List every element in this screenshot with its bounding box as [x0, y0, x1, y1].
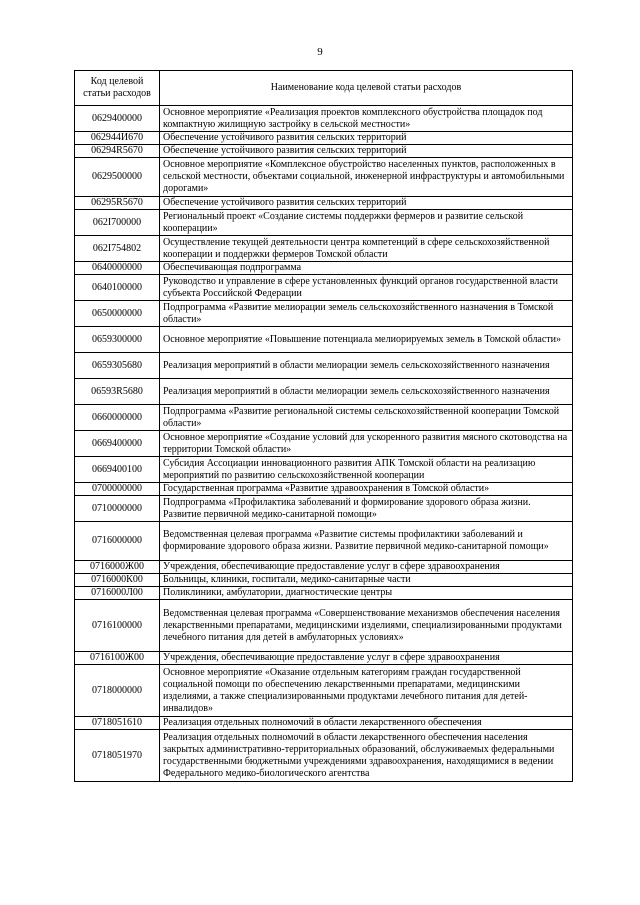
row-name: Государственная программа «Развитие здравоохранения в Томской области»	[160, 483, 573, 496]
row-code: 0716000000	[75, 522, 160, 561]
row-name: Ведомственная целевая программа «Совершенствование механизмов обеспечения населения лекарственными препаратами, медицинскими изделиями, специализированными продуктами лечебного питания для детей в амбулаторных условиях»	[160, 600, 573, 652]
row-code: 06294R5670	[75, 145, 160, 158]
table-row	[75, 431, 573, 457]
table-row	[75, 496, 573, 522]
row-name: Руководство и управление в сфере установленных функций органов государственной власти субъекта Российской Федерации	[160, 275, 573, 301]
row-name: Реализация мероприятий в области мелиорации земель сельскохозяйственного назначения	[160, 379, 573, 405]
row-name: Обеспечение устойчивого развития сельских территорий	[160, 197, 573, 210]
row-code: 0716000К00	[75, 574, 160, 587]
table-row	[75, 275, 573, 301]
row-name: Учреждения, обеспечивающие предоставление услуг в сфере здравоохранения	[160, 652, 573, 665]
row-code: 06593R5680	[75, 379, 160, 405]
table-header-row	[75, 71, 573, 106]
row-code: 0718051610	[75, 717, 160, 730]
row-code: 0700000000	[75, 483, 160, 496]
table-row	[75, 405, 573, 431]
row-name: Ведомственная целевая программа «Развитие системы профилактики заболеваний и формирование здорового образа жизни. Развитие первичной медико-санитарной помощи»	[160, 522, 573, 561]
table-row	[75, 132, 573, 145]
row-name: Региональный проект «Создание системы поддержки фермеров и развитие сельской кооперации»	[160, 210, 573, 236]
table-row	[75, 730, 573, 782]
row-code: 062I754802	[75, 236, 160, 262]
row-code: 0629400000	[75, 106, 160, 132]
row-code: 06295R5670	[75, 197, 160, 210]
table-row	[75, 717, 573, 730]
row-code: 0718000000	[75, 665, 160, 717]
row-code: 0716000Л00	[75, 587, 160, 600]
row-code: 0669400000	[75, 431, 160, 457]
table-row	[75, 210, 573, 236]
row-name: Подпрограмма «Развитие региональной системы сельскохозяйственной кооперации Томской области»	[160, 405, 573, 431]
row-code: 0640100000	[75, 275, 160, 301]
row-name: Основное мероприятие «Реализация проектов комплексного обустройства площадок под компактную жилищную застройку в сельской местности»	[160, 106, 573, 132]
row-name: Субсидия Ассоциации инновационного развития АПК Томской области на реализацию мероприятий по развитию сельскохозяйственной кооперации	[160, 457, 573, 483]
row-name: Основное мероприятие «Оказание отдельным категориям граждан государственной социальной помощи по обеспечению лекарственными препаратами, медицинскими изделиями, а также специализированными продуктами лечебного питания для детей-инвалидов»	[160, 665, 573, 717]
row-name: Учреждения, обеспечивающие предоставление услуг в сфере здравоохранения	[160, 561, 573, 574]
row-name: Осуществление текущей деятельности центра компетенций в сфере сельскохозяйственной кооперации и поддержки фермеров Томской области	[160, 236, 573, 262]
row-code: 0716000Ж00	[75, 561, 160, 574]
row-name: Больницы, клиники, госпитали, медико-санитарные части	[160, 574, 573, 587]
table-row	[75, 483, 573, 496]
row-code: 0716100Ж00	[75, 652, 160, 665]
table-row	[75, 197, 573, 210]
table-row	[75, 652, 573, 665]
row-code: 0629500000	[75, 158, 160, 197]
row-name: Обеспечивающая подпрограмма	[160, 262, 573, 275]
row-code: 062I700000	[75, 210, 160, 236]
row-code: 0718051970	[75, 730, 160, 782]
table-row	[75, 587, 573, 600]
row-name: Подпрограмма «Профилактика заболеваний и формирование здорового образа жизни. Развитие первичной медико-санитарной помощи»	[160, 496, 573, 522]
table-row	[75, 561, 573, 574]
budget-codes-table	[74, 70, 573, 782]
row-code: 0659300000	[75, 327, 160, 353]
row-name: Обеспечение устойчивого развития сельских территорий	[160, 145, 573, 158]
table-row	[75, 106, 573, 132]
row-code: 0659305680	[75, 353, 160, 379]
row-name: Основное мероприятие «Создание условий для ускоренного развития мясного скотоводства на территории Томской области»	[160, 431, 573, 457]
row-name: Реализация мероприятий в области мелиорации земель сельскохозяйственного назначения	[160, 353, 573, 379]
row-name: Подпрограмма «Развитие мелиорации земель сельскохозяйственного назначения в Томской области»	[160, 301, 573, 327]
row-code: 0640000000	[75, 262, 160, 275]
table-row	[75, 327, 573, 353]
table-row	[75, 301, 573, 327]
table-row	[75, 457, 573, 483]
header-code: Код целевой статьи расходов	[75, 71, 160, 106]
header-name: Наименование кода целевой статьи расходов	[160, 71, 573, 106]
table-row	[75, 236, 573, 262]
row-code: 0660000000	[75, 405, 160, 431]
table-row	[75, 262, 573, 275]
row-code: 0669400100	[75, 457, 160, 483]
table-row	[75, 522, 573, 561]
row-name: Основное мероприятие «Комплексное обустройство населенных пунктов, расположенных в сельской местности, объектами социальной, инженерной инфраструктуры и автомобильными дорогами»	[160, 158, 573, 197]
row-code: 062944И670	[75, 132, 160, 145]
row-name: Реализация отдельных полномочий в области лекарственного обеспечения	[160, 717, 573, 730]
row-name: Обеспечение устойчивого развития сельских территорий	[160, 132, 573, 145]
page-number: 9	[317, 46, 323, 58]
table-row	[75, 379, 573, 405]
table-row	[75, 158, 573, 197]
table-row	[75, 145, 573, 158]
row-code: 0716100000	[75, 600, 160, 652]
table-row	[75, 600, 573, 652]
table-row	[75, 574, 573, 587]
table-row	[75, 353, 573, 379]
row-code: 0650000000	[75, 301, 160, 327]
table-row	[75, 665, 573, 717]
row-name: Реализация отдельных полномочий в области лекарственного обеспечения населения закрытых административно-территориальных образований, обслуживаемых федеральными государственными бюджетными учреждениями здравоохранения, находящимися в ведении Федерального медико-биологического агентства	[160, 730, 573, 782]
row-name: Поликлиники, амбулатории, диагностические центры	[160, 587, 573, 600]
row-code: 0710000000	[75, 496, 160, 522]
row-name: Основное мероприятие «Повышение потенциала мелиорируемых земель в Томской области»	[160, 327, 573, 353]
